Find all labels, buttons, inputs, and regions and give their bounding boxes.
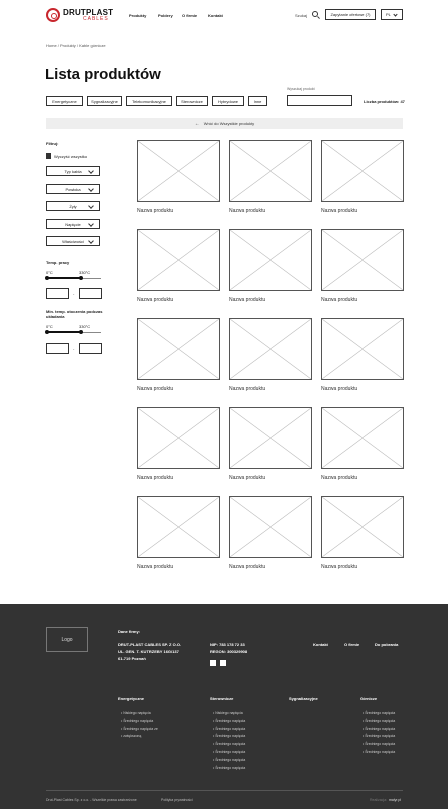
footer-item-label: Niskiego napięcia	[215, 711, 243, 715]
bend-min-label: 0°C	[46, 324, 53, 329]
search-icon[interactable]	[312, 11, 318, 17]
credit-prefix: Realizacja:	[370, 798, 388, 802]
temp-slider-fill	[46, 277, 81, 279]
product-name[interactable]: Nazwa produktu	[137, 297, 174, 303]
footer-item-label: Średniego napięcia	[215, 742, 246, 747]
footer-column-item[interactable]	[363, 727, 395, 731]
product-name[interactable]: Nazwa produktu	[321, 475, 358, 481]
product-card[interactable]	[321, 140, 404, 218]
footer-item-label: Średniego napięcia	[215, 726, 246, 731]
footer-column-title[interactable]: Sygnalizacyjne	[289, 696, 318, 701]
chip-inne[interactable]: Inne	[248, 96, 267, 106]
placeholder-cross-icon	[138, 141, 219, 201]
search-label[interactable]: Szukaj	[295, 13, 308, 18]
temp-range-title: Temp. pracy	[46, 260, 70, 265]
product-image-placeholder[interactable]	[321, 318, 404, 380]
placeholder-cross-icon	[322, 408, 403, 468]
bullet-icon: •	[363, 734, 366, 739]
bend-max-label: 330°C	[79, 324, 91, 329]
footer-item-label: Średniego napięcia	[365, 742, 396, 747]
copyright: Drut-Plast Cables Sp. z o.o. - Wszelkie prawa zastrzeżone	[46, 798, 137, 802]
chevron-down-icon	[88, 186, 94, 192]
product-card[interactable]	[321, 229, 404, 307]
footer-item-label: Średniego napięcia	[215, 757, 246, 762]
product-name[interactable]: Nazwa produktu	[137, 475, 174, 481]
footer-item-label: Średniego napięcia	[365, 750, 396, 754]
back-label: Wróć do Wszystkie produkty	[203, 121, 255, 126]
product-card[interactable]	[321, 318, 404, 396]
product-image-placeholder[interactable]	[321, 496, 404, 558]
filter-wlasciwosci[interactable]	[46, 236, 100, 246]
footer-link-do-pobrania[interactable]: Do pobrania	[375, 642, 399, 647]
placeholder-cross-icon	[322, 497, 403, 557]
footer-column-item[interactable]	[121, 719, 153, 723]
bullet-icon: •	[213, 750, 216, 754]
bullet-icon: •	[213, 765, 216, 770]
footer-item-label: Średniego napięcia	[365, 734, 396, 739]
chip-sygnalizacyjne[interactable]: Sygnalizacyjne	[87, 96, 122, 106]
temp-min-label: 0°C	[46, 270, 53, 275]
product-card[interactable]	[137, 318, 220, 396]
product-image-placeholder[interactable]	[229, 407, 312, 469]
company-line: DRUT-PLAST CABLES SP. Z O.O.	[118, 642, 182, 647]
product-image-placeholder[interactable]	[137, 229, 220, 291]
footer-column-title[interactable]: Energetyczne	[118, 696, 145, 701]
placeholder-cross-icon	[230, 497, 311, 557]
language-select[interactable]	[381, 9, 403, 20]
filter-label: Napięcie	[65, 221, 81, 227]
company-line: 61-719 Poznań	[118, 656, 146, 661]
bullet-icon: •	[363, 742, 366, 747]
product-card[interactable]	[229, 407, 312, 485]
product-card[interactable]	[321, 407, 404, 485]
footer-logo[interactable]: Logo	[46, 627, 88, 652]
brand-sub: CABLES	[83, 16, 109, 22]
chevron-down-icon	[88, 221, 94, 227]
filter-label: Powłoka	[65, 186, 81, 192]
placeholder-cross-icon	[230, 230, 311, 290]
bullet-icon: •	[121, 734, 124, 739]
product-image-placeholder[interactable]	[229, 496, 312, 558]
bend-slider-max-handle[interactable]	[79, 330, 83, 334]
product-card[interactable]	[229, 496, 312, 574]
temp-slider-min-handle[interactable]	[45, 276, 49, 280]
product-name[interactable]: Nazwa produktu	[321, 386, 358, 392]
product-card[interactable]	[137, 140, 220, 218]
footer-column-title[interactable]: Górnicze	[360, 696, 378, 701]
arrow-left-icon: ←	[194, 120, 200, 127]
filter-napiecie[interactable]	[46, 219, 100, 229]
filter-label: Żyły	[69, 203, 77, 209]
facebook-icon[interactable]	[210, 660, 216, 666]
product-image-placeholder[interactable]	[229, 229, 312, 291]
placeholder-cross-icon	[322, 319, 403, 379]
footer-column-item[interactable]	[121, 734, 141, 738]
footer-column-item[interactable]	[363, 742, 395, 746]
nav-poldery[interactable]: Poldery	[158, 13, 173, 18]
footer-item-label: Niskiego napięcia	[123, 711, 151, 715]
placeholder-cross-icon	[138, 319, 219, 379]
placeholder-cross-icon	[138, 408, 219, 468]
footer-column-item[interactable]	[213, 711, 243, 715]
bullet-icon: •	[363, 711, 366, 715]
product-name[interactable]: Nazwa produktu	[321, 297, 358, 303]
placeholder-cross-icon	[230, 319, 311, 379]
bend-min-input[interactable]	[46, 343, 69, 354]
nav-kontakt[interactable]: Kontakt	[208, 13, 223, 18]
product-name[interactable]: Nazwa produktu	[137, 564, 174, 570]
product-image-placeholder[interactable]	[137, 407, 220, 469]
chip-hybrydowe[interactable]: Hybrydowe	[212, 96, 244, 106]
filter-typ-kabla[interactable]	[46, 166, 100, 176]
temp-min-input[interactable]	[46, 288, 69, 299]
footer-item-label: Średniego napięcia	[365, 711, 396, 715]
footer-column-item[interactable]	[363, 750, 395, 754]
logo-icon[interactable]	[46, 8, 60, 22]
product-card[interactable]	[321, 496, 404, 574]
placeholder-cross-icon	[230, 141, 311, 201]
footer-column-item[interactable]	[213, 750, 245, 754]
company-title: Dane firmy:	[118, 629, 141, 634]
bullet-icon: •	[121, 718, 124, 723]
chevron-down-icon	[88, 238, 94, 244]
footer-item-label: zwiększoną	[123, 734, 142, 739]
chip-sterownicze[interactable]: Sterownicze	[176, 96, 208, 106]
bullet-icon: •	[121, 711, 124, 715]
product-name[interactable]: Nazwa produktu	[229, 564, 266, 570]
bend-slider-min-handle[interactable]	[45, 330, 49, 334]
product-count: Liczba produktów: 47	[364, 99, 405, 104]
language-label: PL	[386, 12, 391, 17]
range-separator: -	[73, 346, 75, 351]
placeholder-cross-icon	[138, 230, 219, 290]
product-image-placeholder[interactable]	[321, 229, 404, 291]
credit-link[interactable]: malyr.pl	[389, 798, 402, 802]
footer-column-title[interactable]: Sterownicze	[210, 696, 234, 701]
chevron-down-icon	[393, 12, 397, 16]
product-card[interactable]	[137, 496, 220, 574]
bullet-icon: •	[363, 750, 366, 754]
chip-energetyczne[interactable]: Energetyczne	[46, 96, 83, 106]
product-image-placeholder[interactable]	[321, 407, 404, 469]
search-input[interactable]	[287, 95, 352, 106]
placeholder-cross-icon	[230, 408, 311, 468]
footer-link-kontakt[interactable]: Kontakt	[313, 642, 328, 647]
bullet-icon: •	[213, 718, 216, 723]
placeholder-cross-icon	[322, 230, 403, 290]
filter-powloka[interactable]	[46, 184, 100, 194]
linkedin-icon[interactable]	[220, 660, 226, 666]
breadcrumb[interactable]: Home / Produkty / Kable górnicze	[46, 43, 106, 48]
offer-request-button[interactable]: Zapytanie ofertowe (7)	[325, 9, 376, 20]
product-card[interactable]	[229, 318, 312, 396]
product-name[interactable]: Nazwa produktu	[137, 208, 174, 214]
footer-column-item[interactable]	[363, 719, 395, 723]
filter-label: Właściwości	[62, 238, 84, 244]
chevron-down-icon	[88, 168, 94, 174]
product-name[interactable]: Nazwa produktu	[229, 297, 266, 303]
filter-zyly[interactable]	[46, 201, 100, 211]
product-name[interactable]: Nazwa produktu	[137, 386, 174, 392]
chip-telekomunikacyjne[interactable]: Telekomunikacyjne	[126, 96, 172, 106]
product-card[interactable]	[229, 140, 312, 218]
bend-range-title: Min. temp. otoczenia podczas układania	[46, 309, 103, 319]
bullet-icon: •	[213, 734, 216, 739]
bullet-icon: •	[121, 726, 124, 731]
back-to-all-link[interactable]	[46, 118, 403, 129]
footer-column-item[interactable]	[213, 742, 245, 746]
company-nip: NIP: 783 178 72 33	[210, 642, 245, 647]
footer-item-label: Średniego napięcia	[215, 734, 246, 739]
product-name[interactable]: Nazwa produktu	[229, 475, 266, 481]
bullet-icon: •	[363, 726, 366, 731]
product-image-placeholder[interactable]	[137, 140, 220, 202]
privacy-link[interactable]: Polityka prywatności	[161, 798, 193, 802]
product-card[interactable]	[137, 229, 220, 307]
footer-column-item[interactable]	[121, 727, 158, 731]
footer-column-item[interactable]	[213, 727, 245, 731]
product-card[interactable]	[229, 229, 312, 307]
bullet-icon: •	[213, 726, 216, 731]
company-regon: REGON: 300329908	[210, 649, 248, 654]
temp-max-input[interactable]	[79, 288, 102, 299]
product-card[interactable]	[137, 407, 220, 485]
footer-column-item[interactable]	[363, 734, 395, 738]
search-field-label: Wyszukaj produkt	[287, 87, 315, 91]
bullet-icon: •	[213, 711, 216, 715]
nav-o-firmie[interactable]: O firmie	[182, 13, 198, 18]
clear-filters-button[interactable]	[46, 153, 87, 159]
footer-divider	[46, 790, 403, 791]
product-image-placeholder[interactable]	[137, 496, 220, 558]
product-image-placeholder[interactable]	[321, 140, 404, 202]
nav-produkty[interactable]: Produkty	[129, 13, 147, 18]
clear-label: Wyczyść wszystko	[54, 153, 88, 159]
footer-column-item[interactable]	[213, 758, 245, 762]
temp-max-label: 330°C	[79, 270, 91, 275]
footer-column-item[interactable]	[213, 766, 245, 770]
product-name[interactable]: Nazwa produktu	[229, 386, 266, 392]
product-name[interactable]: Nazwa produktu	[321, 208, 358, 214]
brand-name[interactable]: DRUTPLAST	[63, 8, 114, 17]
footer-item-label: Średniego napięcia	[215, 718, 246, 723]
trash-icon	[46, 153, 51, 159]
placeholder-cross-icon	[322, 141, 403, 201]
product-image-placeholder[interactable]	[229, 318, 312, 380]
product-image-placeholder[interactable]	[229, 140, 312, 202]
product-image-placeholder[interactable]	[137, 318, 220, 380]
footer-item-label: Średniego napięcia	[215, 765, 246, 770]
filter-label: Typ kabla	[64, 168, 82, 174]
footer-item-label: Średniego napięcia	[123, 718, 154, 723]
bend-slider-fill	[46, 331, 81, 333]
footer-link-o-firmie[interactable]: O firmie	[344, 642, 360, 647]
filters-title: Filtruj:	[46, 141, 59, 146]
footer-column-item[interactable]	[213, 719, 245, 723]
footer-item-label: Średniego napięcia	[365, 726, 396, 731]
bullet-icon: •	[213, 742, 216, 747]
footer-item-label: Średniego napięcia ze	[123, 726, 158, 731]
placeholder-cross-icon	[138, 497, 219, 557]
chevron-down-icon	[88, 203, 94, 209]
bullet-icon: •	[363, 718, 366, 723]
footer-item-label: Średniego napięcia	[365, 718, 396, 723]
company-line: UL. GEN. T. KUTRZEBY 16G/137	[118, 649, 179, 654]
footer-column-item[interactable]	[213, 734, 245, 738]
product-name[interactable]: Nazwa produktu	[229, 208, 266, 214]
footer-column-item[interactable]	[363, 711, 395, 715]
bullet-icon: •	[213, 757, 216, 762]
page-title: Lista produktów	[45, 66, 161, 83]
bend-max-input[interactable]	[79, 343, 102, 354]
product-name[interactable]: Nazwa produktu	[321, 564, 358, 570]
range-separator: -	[73, 291, 75, 296]
temp-slider-max-handle[interactable]	[79, 276, 83, 280]
footer-column-item[interactable]	[121, 711, 151, 715]
footer-item-label: Średniego napięcia	[215, 750, 246, 754]
